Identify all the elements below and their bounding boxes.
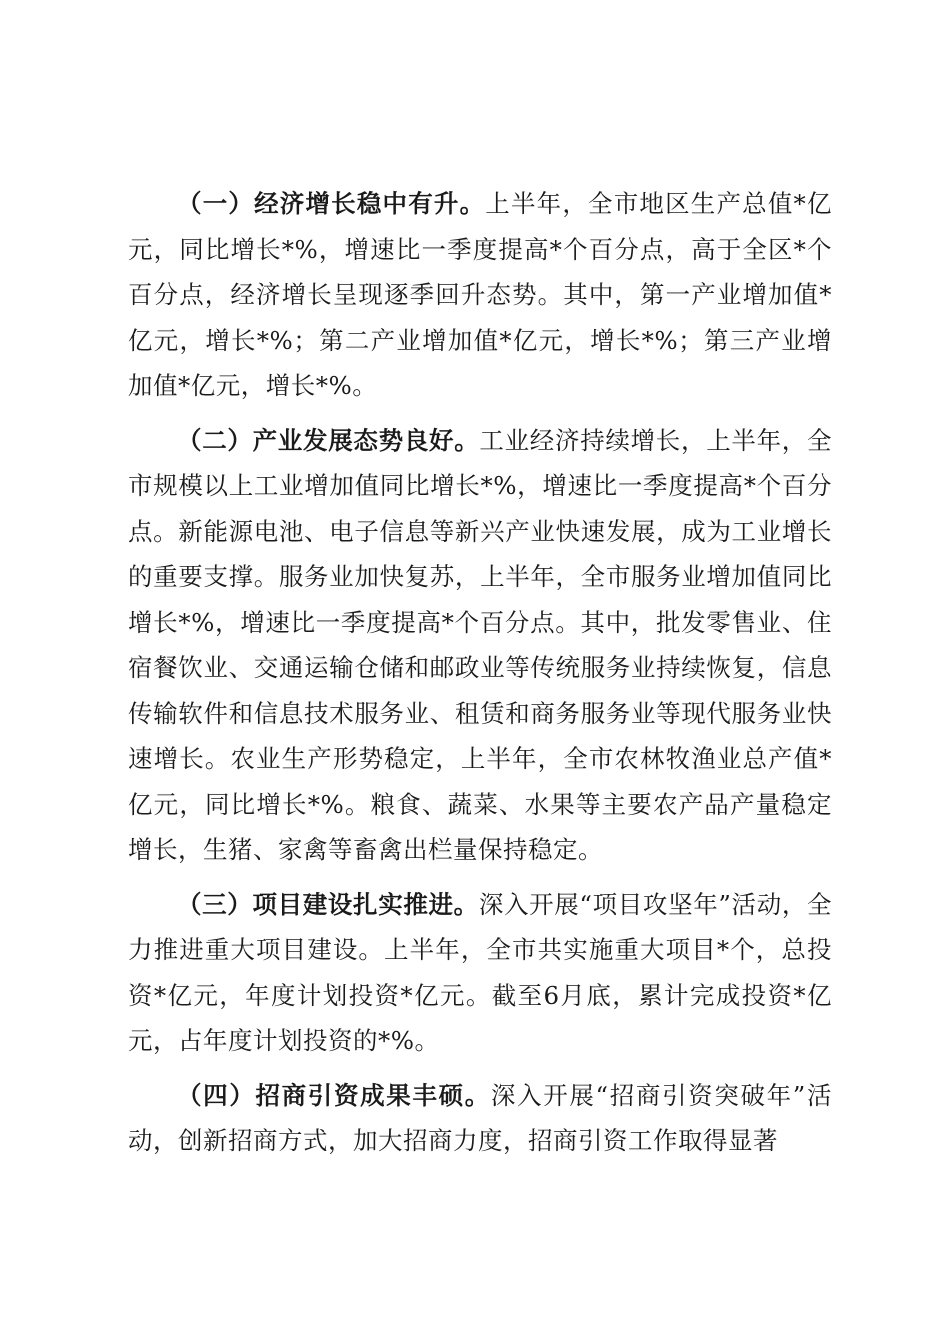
paragraph-heading: （四）招商引资成果丰硕。 [177,1080,491,1110]
paragraph-economy [128,181,832,409]
document-page [128,181,832,1173]
paragraph-investment [128,1073,832,1164]
paragraph-heading: （二）产业发展态势良好。 [177,425,480,455]
paragraph-projects [128,882,832,1064]
paragraph-body: 工业经济持续增长，上半年，全市规模以上工业增加值同比增长*%，增速比一季度提高*个百分点。新能源电池、电子信息等新兴产业快速发展，成为工业增长的重要支撑。服务业加快复苏，上半年，全市服务业增加值同比增长*%，增速比一季度提高*个百分点。其中，批发零售业、住宿餐饮业、交通运输仓储和邮政业等传统服务业持续恢复，信息传输软件和信息技术服务业、租赁和商务服务业等现代服务业快速增长。农业生产形势稳定，上半年，全市农林牧渔业总产值*亿元，同比增长*%。粮食、蔬菜、水果等主要农产品产量稳定增长，生猪、家禽等畜禽出栏量保持稳定。 [128,425,833,864]
paragraph-body: 深入开展“项目攻坚年”活动，全力推进重大项目建设。上半年，全市共实施重大项目*个，总投资*亿元，年度计划投资*亿元。截至6月底，累计完成投资*亿元，占年度计划投资的*%。 [128,889,832,1055]
paragraph-industry [128,418,832,873]
paragraph-body: 深入开展“招商引资突破年”活动，创新招商方式，加大招商力度，招商引资工作取得显著 [128,1080,832,1155]
paragraph-heading: （一）经济增长稳中有升。 [177,189,486,218]
paragraph-heading: （三）项目建设扎实推进。 [177,889,479,919]
paragraph-body: 上半年，全市地区生产总值*亿元，同比增长*%，增速比一季度提高*个百分点，高于全区*个百分点，经济增长呈现逐季回升态势。其中，第一产业增加值*亿元，增长*%；第二产业增加值*亿元，增长*%；第三产业增加值*亿元，增长*%。 [128,189,832,400]
